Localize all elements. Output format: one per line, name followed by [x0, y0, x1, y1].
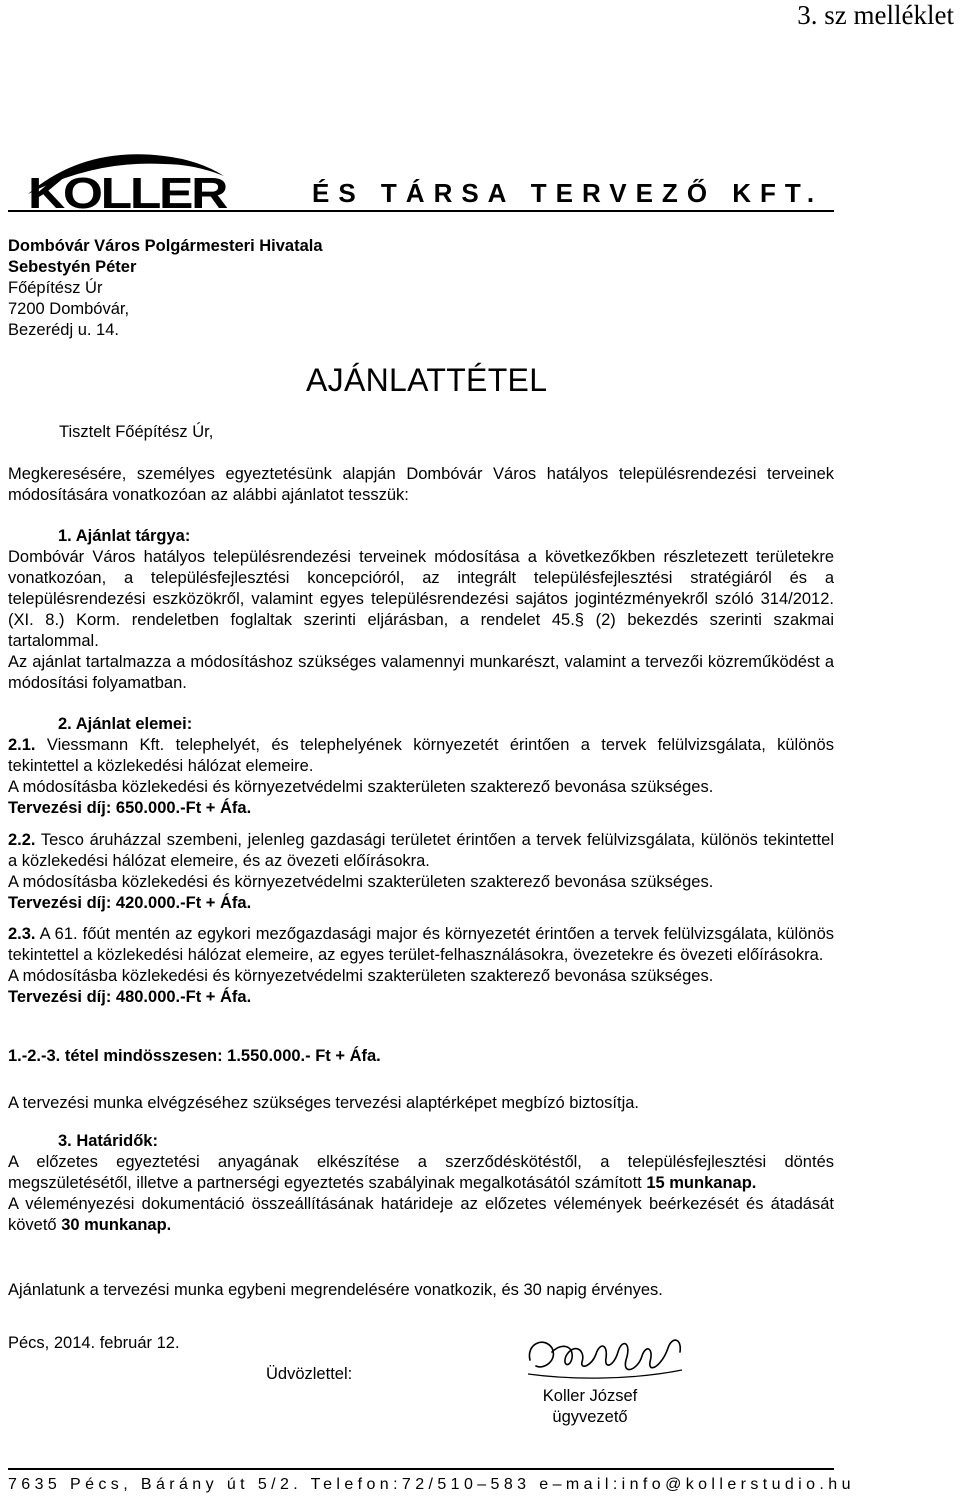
- basemap-note: A tervezési munka elvégzéséhez szükséges tervezési alaptérképet megbízó biztosítja.: [8, 1094, 639, 1112]
- item-2-3-block: [8, 924, 834, 1008]
- item-2-1: 2.1. Viessmann Kft. telephelyét, és telephelyének környezetét érintően a tervek felülvizsgálata, különös tekintettel a közlekedési hálózat elemeire.: [8, 736, 834, 775]
- item-2-2: 2.2. Tesco áruházzal szembeni, jelenleg gazdasági területet érintően a tervek felülvizsgálata, különös tekintettel a közlekedési hálózat elemeire, és az övezeti előírásokra.: [8, 831, 834, 870]
- recipient-city: 7200 Dombóvár,: [8, 300, 130, 318]
- section-offer-items: [8, 714, 834, 819]
- svg-text:KOLLER: KOLLER: [28, 169, 228, 210]
- recipient-address: [8, 236, 323, 341]
- page-title: AJÁNLATTÉTEL: [306, 362, 548, 398]
- item-2-2-fee: Tervezési díj: 420.000.-Ft + Áfa.: [8, 894, 252, 912]
- firm-name: ÉS TÁRSA TERVEZŐ KFT.: [312, 178, 824, 208]
- intro-paragraph: Megkeresésére, személyes egyeztetésünk alapján Dombóvár Város hatályos településrendezési terveinek módosítására vonatkozóan az alábbi ajánlatot tesszük:: [8, 465, 834, 504]
- signer-role: ügyvezető: [552, 1408, 628, 1426]
- section-2-title: 2. Ajánlat elemei:: [58, 715, 193, 733]
- header-rule: [8, 210, 834, 212]
- section-deadlines: [8, 1131, 834, 1236]
- company-logo: [24, 150, 230, 210]
- section-offer-subject: [8, 526, 834, 694]
- footer-contact: 7635 Pécs, Bárány út 5/2. Telefon:72/510–583 e–mail:info@kollerstudio.hu: [8, 1476, 855, 1493]
- signer-name: Koller József: [542, 1387, 638, 1405]
- item-2-1-note: A módosításba közlekedési és környezetvédelmi szakterületen szakterező bevonása szükséges.: [8, 778, 714, 796]
- footer-rule: [8, 1468, 834, 1470]
- handwritten-signature: [522, 1330, 688, 1388]
- signer-block: [530, 1386, 650, 1428]
- item-2-2-block: [8, 830, 834, 914]
- item-2-3-fee: Tervezési díj: 480.000.-Ft + Áfa.: [8, 988, 252, 1006]
- item-2-3-note: A módosításba közlekedési és környezetvédelmi szakterületen szakterező bevonása szükséges.: [8, 967, 714, 985]
- date-place: Pécs, 2014. február 12.: [8, 1334, 180, 1352]
- recipient-name: Sebestyén Péter: [8, 258, 137, 276]
- section-1-body2: Az ajánlat tartalmazza a módosításhoz szükséges valamennyi munkarészt, valamint a tervezői közreműködést a módosítási folyamatban.: [8, 653, 834, 692]
- section-1-body: Dombóvár Város hatályos településrendezési terveinek módosítása a következőkben részletezett területekre vonatkozóan, a településfejlesztési koncepcióról, az integrált településfejlesztési stratégiáról és a településrendezési eszközökről, valamint egyes településrendezési sajátos jogintézményekről szóló 314/2012. (XI. 8.) Korm. rendeletben foglaltak szerinti eljárásban, a rendelet 45.§ (2) bekezdés szerinti szakmai tartalommal.: [8, 548, 834, 650]
- greeting: Üdvözlettel:: [266, 1365, 353, 1383]
- annex-label: 3. sz melléklet: [797, 0, 954, 30]
- item-2-2-note: A módosításba közlekedési és környezetvédelmi szakterületen szakterező bevonása szükséges.: [8, 873, 714, 891]
- total-line: 1.-2.-3. tétel mindösszesen: 1.550.000.- Ft + Áfa.: [8, 1047, 381, 1065]
- validity-note: Ajánlatunk a tervezési munka egybeni megrendelésére vonatkozik, és 30 napig érvényes.: [8, 1281, 663, 1299]
- item-2-3: 2.3. A 61. főút mentén az egykori mezőgazdasági major és környezetét érintően a tervek felülvizsgálata, különös tekintettel a közlekedési hálózat elemeire, az egyes terület-felhasználásokra, övezetekre és övezeti előírásokra.: [8, 925, 834, 964]
- item-2-1-fee: Tervezési díj: 650.000.-Ft + Áfa.: [8, 799, 252, 817]
- recipient-org: Dombóvár Város Polgármesteri Hivatala: [8, 237, 323, 255]
- salutation: Tisztelt Főépítész Úr,: [59, 423, 214, 441]
- recipient-title: Főépítész Úr: [8, 279, 103, 297]
- section-1-title: 1. Ajánlat tárgya:: [58, 527, 191, 545]
- deadline-2: A véleményezési dokumentáció összeállításának határideje az előzetes vélemények beérkezését és átadását követő 30 munkanap.: [8, 1195, 834, 1234]
- deadline-1: A előzetes egyeztetési anyagának elkészítése a szerződéskötéstől, a településfejlesztési döntés megszületésétől, illetve a partnerségi egyeztetés szabályinak megalkotásától számított 15 munkanap.: [8, 1153, 834, 1192]
- recipient-street: Bezerédj u. 14.: [8, 321, 119, 339]
- section-3-title: 3. Határidők:: [58, 1132, 158, 1150]
